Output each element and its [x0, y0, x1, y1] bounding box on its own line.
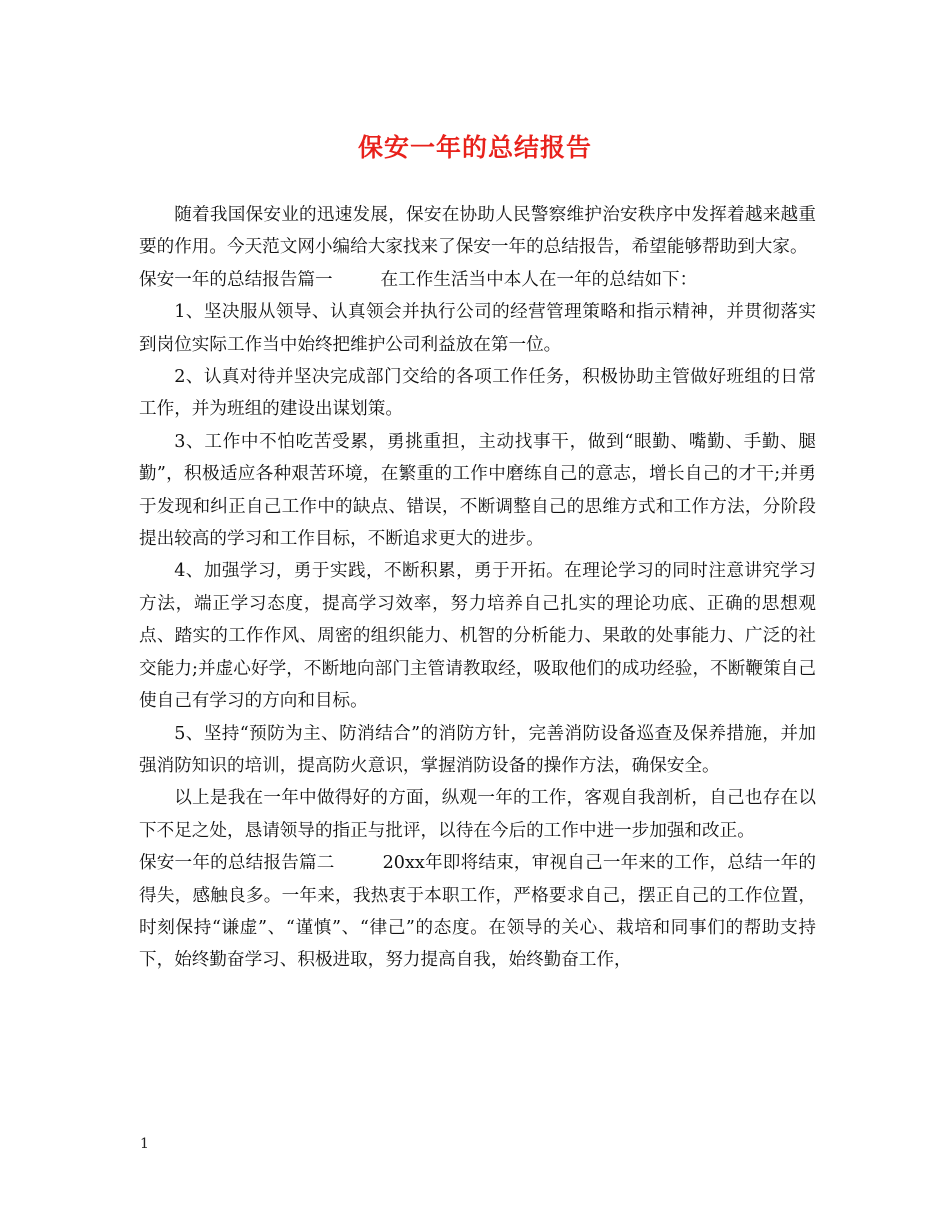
document-body [139, 199, 816, 977]
intro-paragraph: 随着我国保安业的迅速发展，保安在协助人民警察维护治安秩序中发挥着越来越重要的作用。今天范文网小编给大家找来了保安一年的总结报告，希望能够帮助到大家。 [139, 205, 816, 258]
document-title: 保安一年的总结报告 [357, 133, 592, 162]
section-1-item-5: 5、坚持“预防为主、防消结合”的消防方针，完善消防设备巡查及保养措施，并加强消防知识的培训，提高防火意识，掌握消防设备的操作方法，确保安全。 [139, 723, 816, 776]
section-1-item-3: 3、工作中不怕吃苦受累，勇挑重担，主动找事干，做到“眼勤、嘴勤、手勤、腿勤”，积极适应各种艰苦环境，在繁重的工作中磨练自己的意志，增长自己的才干;并勇于发现和纠正自己工作中的缺点、错误，不断调整自己的思维方式和工作方法，分阶段提出较高的学习和工作目标，不断追求更大的进步。 [139, 431, 816, 550]
section-1-lead: 在工作生活当中本人在一年的总结如下： [380, 269, 698, 290]
section-2-heading: 保安一年的总结报告篇二 [139, 853, 335, 874]
section-1-item-2: 2、认真对待并坚决完成部门交给的各项工作任务，积极协助主管做好班组的日常工作，并为班组的建设出谋划策。 [139, 367, 816, 420]
page-number: 1 [140, 1136, 149, 1152]
section-1-heading: 保安一年的总结报告篇一 [139, 269, 333, 290]
section-1-heading-line [139, 264, 816, 296]
section-2-paragraph [139, 847, 816, 977]
section-1-item-4: 4、加强学习，勇于实践，不断积累，勇于开拓。在理论学习的同时注意讲究学习方法，端正学习态度，提高学习效率，努力培养自己扎实的理论功底、正确的思想观点、踏实的工作作风、周密的组织能力、机智的分析能力、果敢的处事能力、广泛的社交能力;并虚心好学，不断地向部门主管请教取经，吸取他们的成功经验，不断鞭策自己使自己有学习的方向和目标。 [139, 561, 816, 712]
section-2-lead: 20xx年即将结束，审视自己一年来的工作，总结一年的得失，感触良多。一年来，我热衷于本职工作，严格要求自己，摆正自己的工作位置，时刻保持“谦虚”、“谨慎”、“律己”的态度。在领导的关心、栽培和同事们的帮助支持下，始终勤奋学习、积极进取，努力提高自我，始终勤奋工作， [139, 853, 816, 971]
section-1-item-1: 1、坚决服从领导、认真领会并执行公司的经营管理策略和指示精神，并贯彻落实到岗位实际工作当中始终把维护公司利益放在第一位。 [139, 302, 816, 355]
section-1-closing: 以上是我在一年中做得好的方面，纵观一年的工作，客观自我剖析，自己也存在以下不足之处，恳请领导的指正与批评，以待在今后的工作中进一步加强和改正。 [139, 788, 816, 841]
